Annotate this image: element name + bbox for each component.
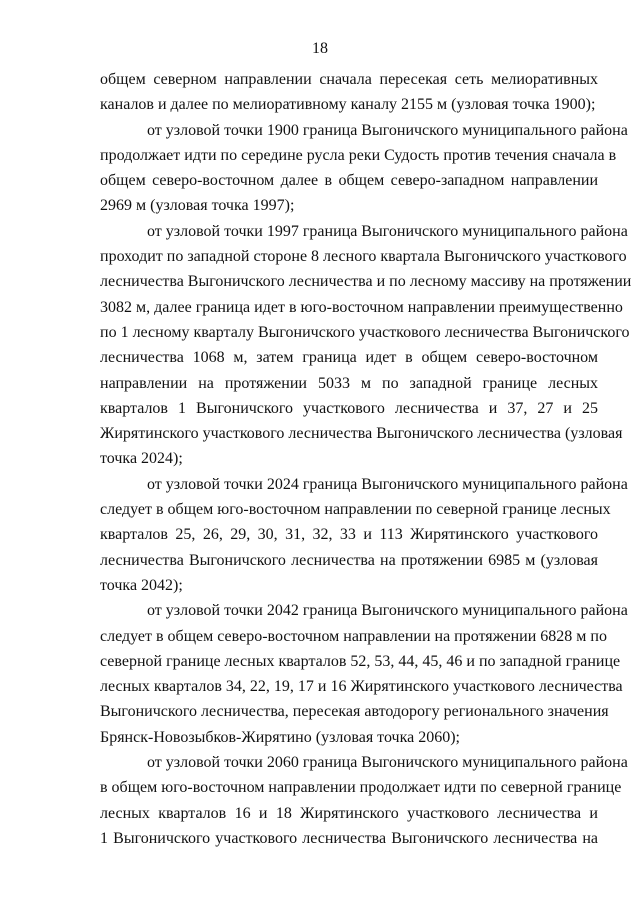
text-line: точка 2042); [100,576,183,594]
paragraph [100,598,628,750]
text-line: Выгоничского лесничества, пересекая автодорогу регионального значения [100,703,609,721]
text-line: точка 2024); [100,450,183,468]
text-line: от узловой точки 2024 граница Выгоничского муниципального района [147,475,628,493]
text-line: лесных кварталов 34, 22, 19, 17 и 16 Жирятинского участкового лесничества [100,678,623,696]
document-body [100,67,632,851]
text-line: кварталов 1 Выгоничского участкового лесничества и 37, 27 и 25 [100,399,598,417]
text-line: Брянск-Новозыбков-Жирятино (узловая точка 2060); [100,728,460,746]
text-line: продолжает идти по середине русла реки Судость против течения сначала в [100,146,617,164]
text-line: 1 Выгоничского участкового лесничества Выгоничского лесничества на [100,829,598,847]
text-line: следует в общем северо-восточном направлении на протяжении 6828 м по [100,627,607,645]
text-line: северной границе лесных кварталов 52, 53, 44, 45, 46 и по западной границе [100,652,621,670]
text-line: общем северном направлении сначала пересекая сеть мелиоративных [100,71,598,88]
paragraph [100,118,628,219]
text-line: следует в общем юго-восточном направлении по северной границе лесных [100,501,611,519]
paragraph [100,750,628,851]
text-line: направлении на протяжении 5033 м по западной границе лесных [100,374,598,392]
text-line: лесных кварталов 16 и 18 Жирятинского участкового лесничества и [100,804,598,822]
text-line: от узловой точки 1900 граница Выгоничского муниципального района [147,121,628,139]
text-line: лесничества Выгоничского лесничества и по лесному массиву на протяжении [100,273,632,291]
text-line: 2969 м (узловая точка 1997); [100,197,295,215]
text-line: проходит по западной стороне 8 лесного квартала Выгоничского участкового [100,248,627,266]
text-line: лесничества 1068 м, затем граница идет в общем северо-восточном [100,349,598,367]
text-line: от узловой точки 2060 граница Выгоничского муниципального района [147,754,628,772]
text-line: Жирятинского участкового лесничества Выгоничского лесничества (узловая [100,425,623,443]
text-line: от узловой точки 1997 граница Выгоничского муниципального района [147,222,628,240]
paragraph [100,67,598,118]
paragraph [100,472,628,598]
text-line: в общем юго-восточном направлении продолжает идти по северной границе [100,779,622,797]
text-line: лесничества Выгоничского лесничества на протяжении 6985 м (узловая [100,551,598,569]
text-line: от узловой точки 2042 граница Выгоничского муниципального района [147,602,628,620]
text-line: общем северо-восточном далее в общем северо-западном направлении [100,172,598,190]
text-line: по 1 лесному кварталу Выгоничского участкового лесничества Выгоничского [100,323,630,341]
text-line: кварталов 25, 26, 29, 30, 31, 32, 33 и 113 Жирятинского участкового [100,526,598,544]
paragraph [100,219,632,472]
text-line: каналов и далее по мелиоративному каналу 2155 м (узловая точка 1900); [100,96,596,114]
page-number: 18 [312,40,328,57]
text-line: 3082 м, далее граница идет в юго-восточном направлении преимущественно [100,298,623,316]
